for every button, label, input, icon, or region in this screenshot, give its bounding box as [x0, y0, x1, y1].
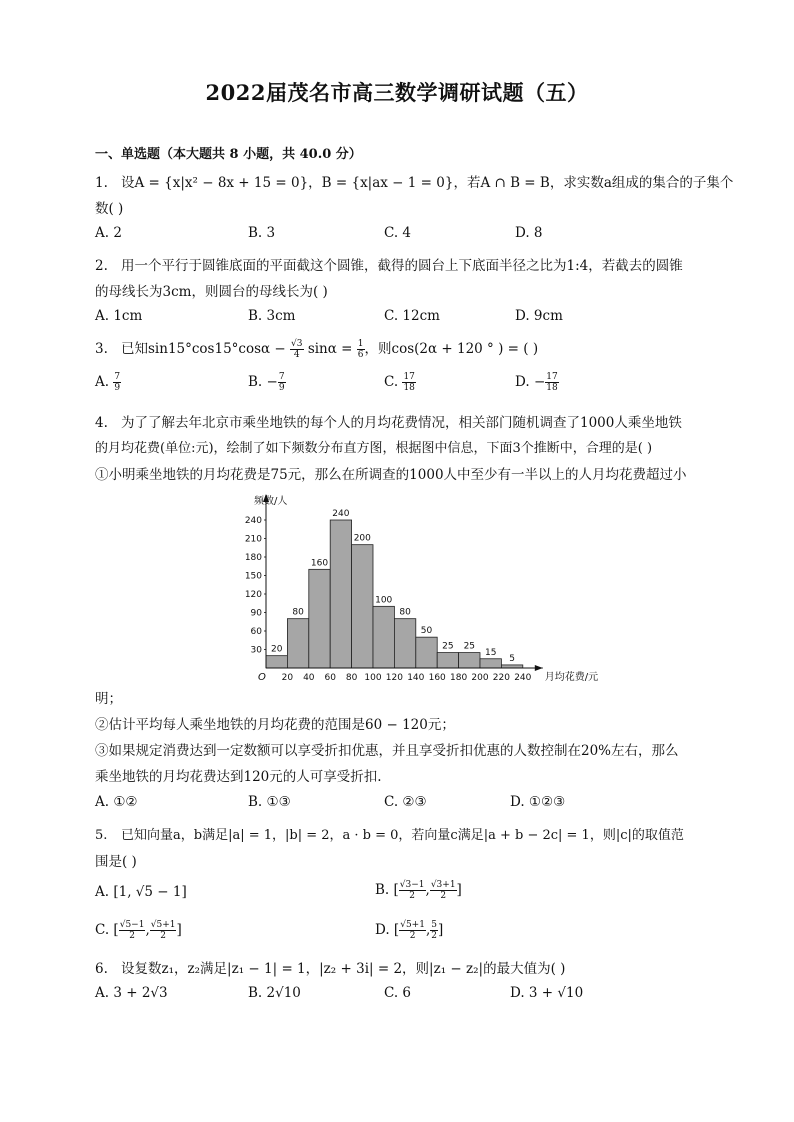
option-a: A. [1, √5 − 1]	[95, 884, 187, 900]
x-tick-label: 80	[345, 673, 358, 683]
question-5	[95, 824, 684, 843]
histogram-bar	[266, 656, 287, 668]
option-d: D. ①②③	[510, 794, 566, 810]
data-label: 160	[310, 558, 329, 569]
histogram-bar	[330, 520, 351, 668]
y-tick-label: 210	[244, 534, 262, 545]
x-tick-label: 60	[324, 673, 336, 683]
histogram-y-axis	[245, 494, 288, 668]
option-c: C. $\frac{17}{18}$	[384, 372, 415, 393]
question-4-statement-3-cont: 乘坐地铁的月均花费达到120元的人可享受折扣.	[95, 769, 382, 785]
question-4-statement-3: ③如果规定消费达到一定数额可以享受折扣优惠，并且享受折扣优惠的人数控制在20%左右，那么	[95, 743, 679, 759]
question-4-cont: 的月均花费(单位:元)，绘制了如下频数分布直方图，根据图中信息，下面3个推断中，合理的是( )	[95, 441, 653, 456]
option-a: A. 1cm	[95, 308, 143, 324]
option-d: D. 9cm	[515, 308, 563, 324]
option-c: C. [ $\frac{√5-1}{2}$ , $\frac{√5+1}{2}$ ]	[95, 920, 182, 941]
question-number: 3.	[95, 341, 108, 357]
x-tick-label: 120	[385, 673, 403, 683]
histogram-bar	[437, 653, 458, 668]
question-number: 5.	[95, 828, 108, 843]
question-4	[95, 411, 682, 431]
option-b: B. ①③	[248, 794, 291, 810]
question-1	[95, 171, 733, 191]
data-label: 100	[375, 595, 393, 606]
question-3	[95, 337, 538, 360]
y-axis-label: 频数/人	[254, 496, 288, 507]
histogram-bar	[373, 606, 394, 668]
option-a: A. ①②	[95, 794, 138, 810]
x-tick-label: 220	[492, 673, 510, 683]
histogram-bar	[416, 637, 437, 668]
question-text: 为了了解去年北京市乘坐地铁的每个人的月均花费情况，相关部门随机调查了1000人乘坐地铁	[121, 415, 682, 431]
data-label: 240	[332, 509, 350, 519]
question-number: 6.	[95, 961, 108, 977]
x-tick-label: 20	[281, 673, 294, 683]
question-text: 设复数z₁，z₂满足|z₁ − 1| = 1，|z₂ + 3i| = 2，则|z₁ − z₂|的最大值为( )	[121, 961, 566, 977]
option-a: A. 2	[95, 225, 122, 241]
option-b: B. 3cm	[248, 308, 296, 324]
option-a: A. 3 + 2√3	[95, 985, 168, 1001]
fraction: $\frac{1}{6}$	[357, 339, 364, 360]
x-axis-arrow	[535, 665, 543, 671]
histogram-bar	[459, 653, 480, 668]
question-6	[95, 957, 565, 977]
data-label: 200	[353, 533, 371, 544]
question-5-cont: 围是( )	[95, 854, 137, 870]
question-2	[95, 254, 683, 274]
section-heading: 一、单选题（本大题共 8 小题，共 40.0 分）	[95, 147, 362, 162]
fraction: $\frac{√3}{4}$	[291, 339, 303, 360]
data-label: 50	[420, 626, 433, 637]
x-tick-label: 160	[428, 673, 446, 683]
option-a: A. $\frac{7}{9}$	[95, 372, 121, 393]
option-b: B. 2√10	[248, 985, 301, 1001]
y-tick-label: 120	[244, 590, 262, 600]
histogram-chart	[236, 492, 599, 692]
data-label: 15	[484, 647, 497, 658]
x-tick-label: 200	[471, 673, 489, 683]
question-text-mid: sinα =	[307, 341, 353, 357]
x-tick-label: 140	[407, 673, 425, 683]
option-b: B. 3	[248, 225, 276, 241]
y-tick-label: 60	[250, 627, 262, 637]
histogram-bar	[352, 545, 373, 668]
option-b: B. − $\frac{7}{9}$	[248, 372, 285, 393]
x-tick-label: 240	[514, 673, 532, 683]
question-text-post: ，则cos(2α + 120 ° ) = ( )	[364, 341, 539, 357]
option-d: D. − $\frac{17}{18}$	[515, 372, 558, 393]
y-tick-label: 150	[244, 571, 262, 582]
question-4-statement-2: ②估计平均每人乘坐地铁的月均花费的范围是60 − 120元；	[95, 717, 455, 733]
y-tick-label: 90	[250, 608, 262, 619]
option-c: C. 4	[384, 225, 412, 241]
histogram-bar	[480, 659, 501, 668]
question-text-pre: 已知sin15°cos15°cosα −	[121, 341, 286, 357]
question-1-cont: 数( )	[95, 201, 124, 217]
question-text: 用一个平行于圆锥底面的平面截这个圆锥，截得的圆台上下底面半径之比为1:4，若截去的圆锥	[121, 258, 683, 274]
histogram-bars	[266, 520, 523, 668]
y-tick-label: 240	[244, 516, 262, 526]
option-c: C. 12cm	[384, 308, 440, 324]
option-b: B. [ $\frac{√3-1}{2}$ , $\frac{√3+1}{2}$ ]	[375, 880, 462, 901]
y-tick-label: 30	[250, 645, 262, 656]
histogram-bar	[287, 619, 308, 668]
question-4-statement-1-cont: 明；	[95, 691, 122, 707]
option-d: D. 3 + √10	[510, 985, 584, 1001]
option-c: C. 6	[384, 985, 412, 1001]
histogram-bar	[309, 569, 330, 668]
option-d: D. 8	[515, 225, 543, 241]
option-c: C. ②③	[384, 794, 427, 810]
data-label: 20	[270, 644, 283, 655]
data-label: 25	[442, 641, 454, 652]
x-tick-label: 180	[450, 673, 468, 683]
question-number: 4.	[95, 415, 108, 431]
x-tick-label: 100	[364, 673, 382, 683]
option-d: D. [ $\frac{√5+1}{2}$ , $\frac{5}{2}$ ]	[375, 920, 444, 941]
x-axis-label: 月均花费/元	[544, 672, 599, 683]
histogram-x-axis	[258, 665, 598, 683]
question-number: 1.	[95, 175, 108, 191]
question-2-cont: 的母线长为3cm，则圆台的母线长为( )	[95, 284, 328, 300]
data-label: 80	[399, 607, 411, 618]
data-label: 80	[292, 607, 304, 618]
x-tick-label: 40	[303, 673, 315, 683]
page-title: 2022届茂名市高三数学调研试题（五）	[205, 80, 589, 105]
data-label: 25	[463, 641, 476, 652]
question-number: 2.	[95, 258, 108, 274]
origin-label: O	[258, 672, 266, 683]
question-4-statement-1: ①小明乘坐地铁的月均花费是75元，那么在所调查的1000人中至少有一半以上的人月均花费超过小	[95, 467, 687, 483]
y-tick-label: 180	[244, 553, 262, 563]
question-text: 设A = {x|x² − 8x + 15 = 0}，B = {x|ax − 1 = 0}，若A ∩ B = B，求实数a组成的集合的子集个	[121, 175, 734, 191]
question-text: 已知向量a，b满足|a| = 1，|b| = 2，a · b = 0，若向量c满足|a + b − 2c| = 1，则|c|的取值范	[121, 828, 684, 843]
histogram-bar	[394, 619, 415, 668]
data-label: 5	[509, 653, 515, 664]
